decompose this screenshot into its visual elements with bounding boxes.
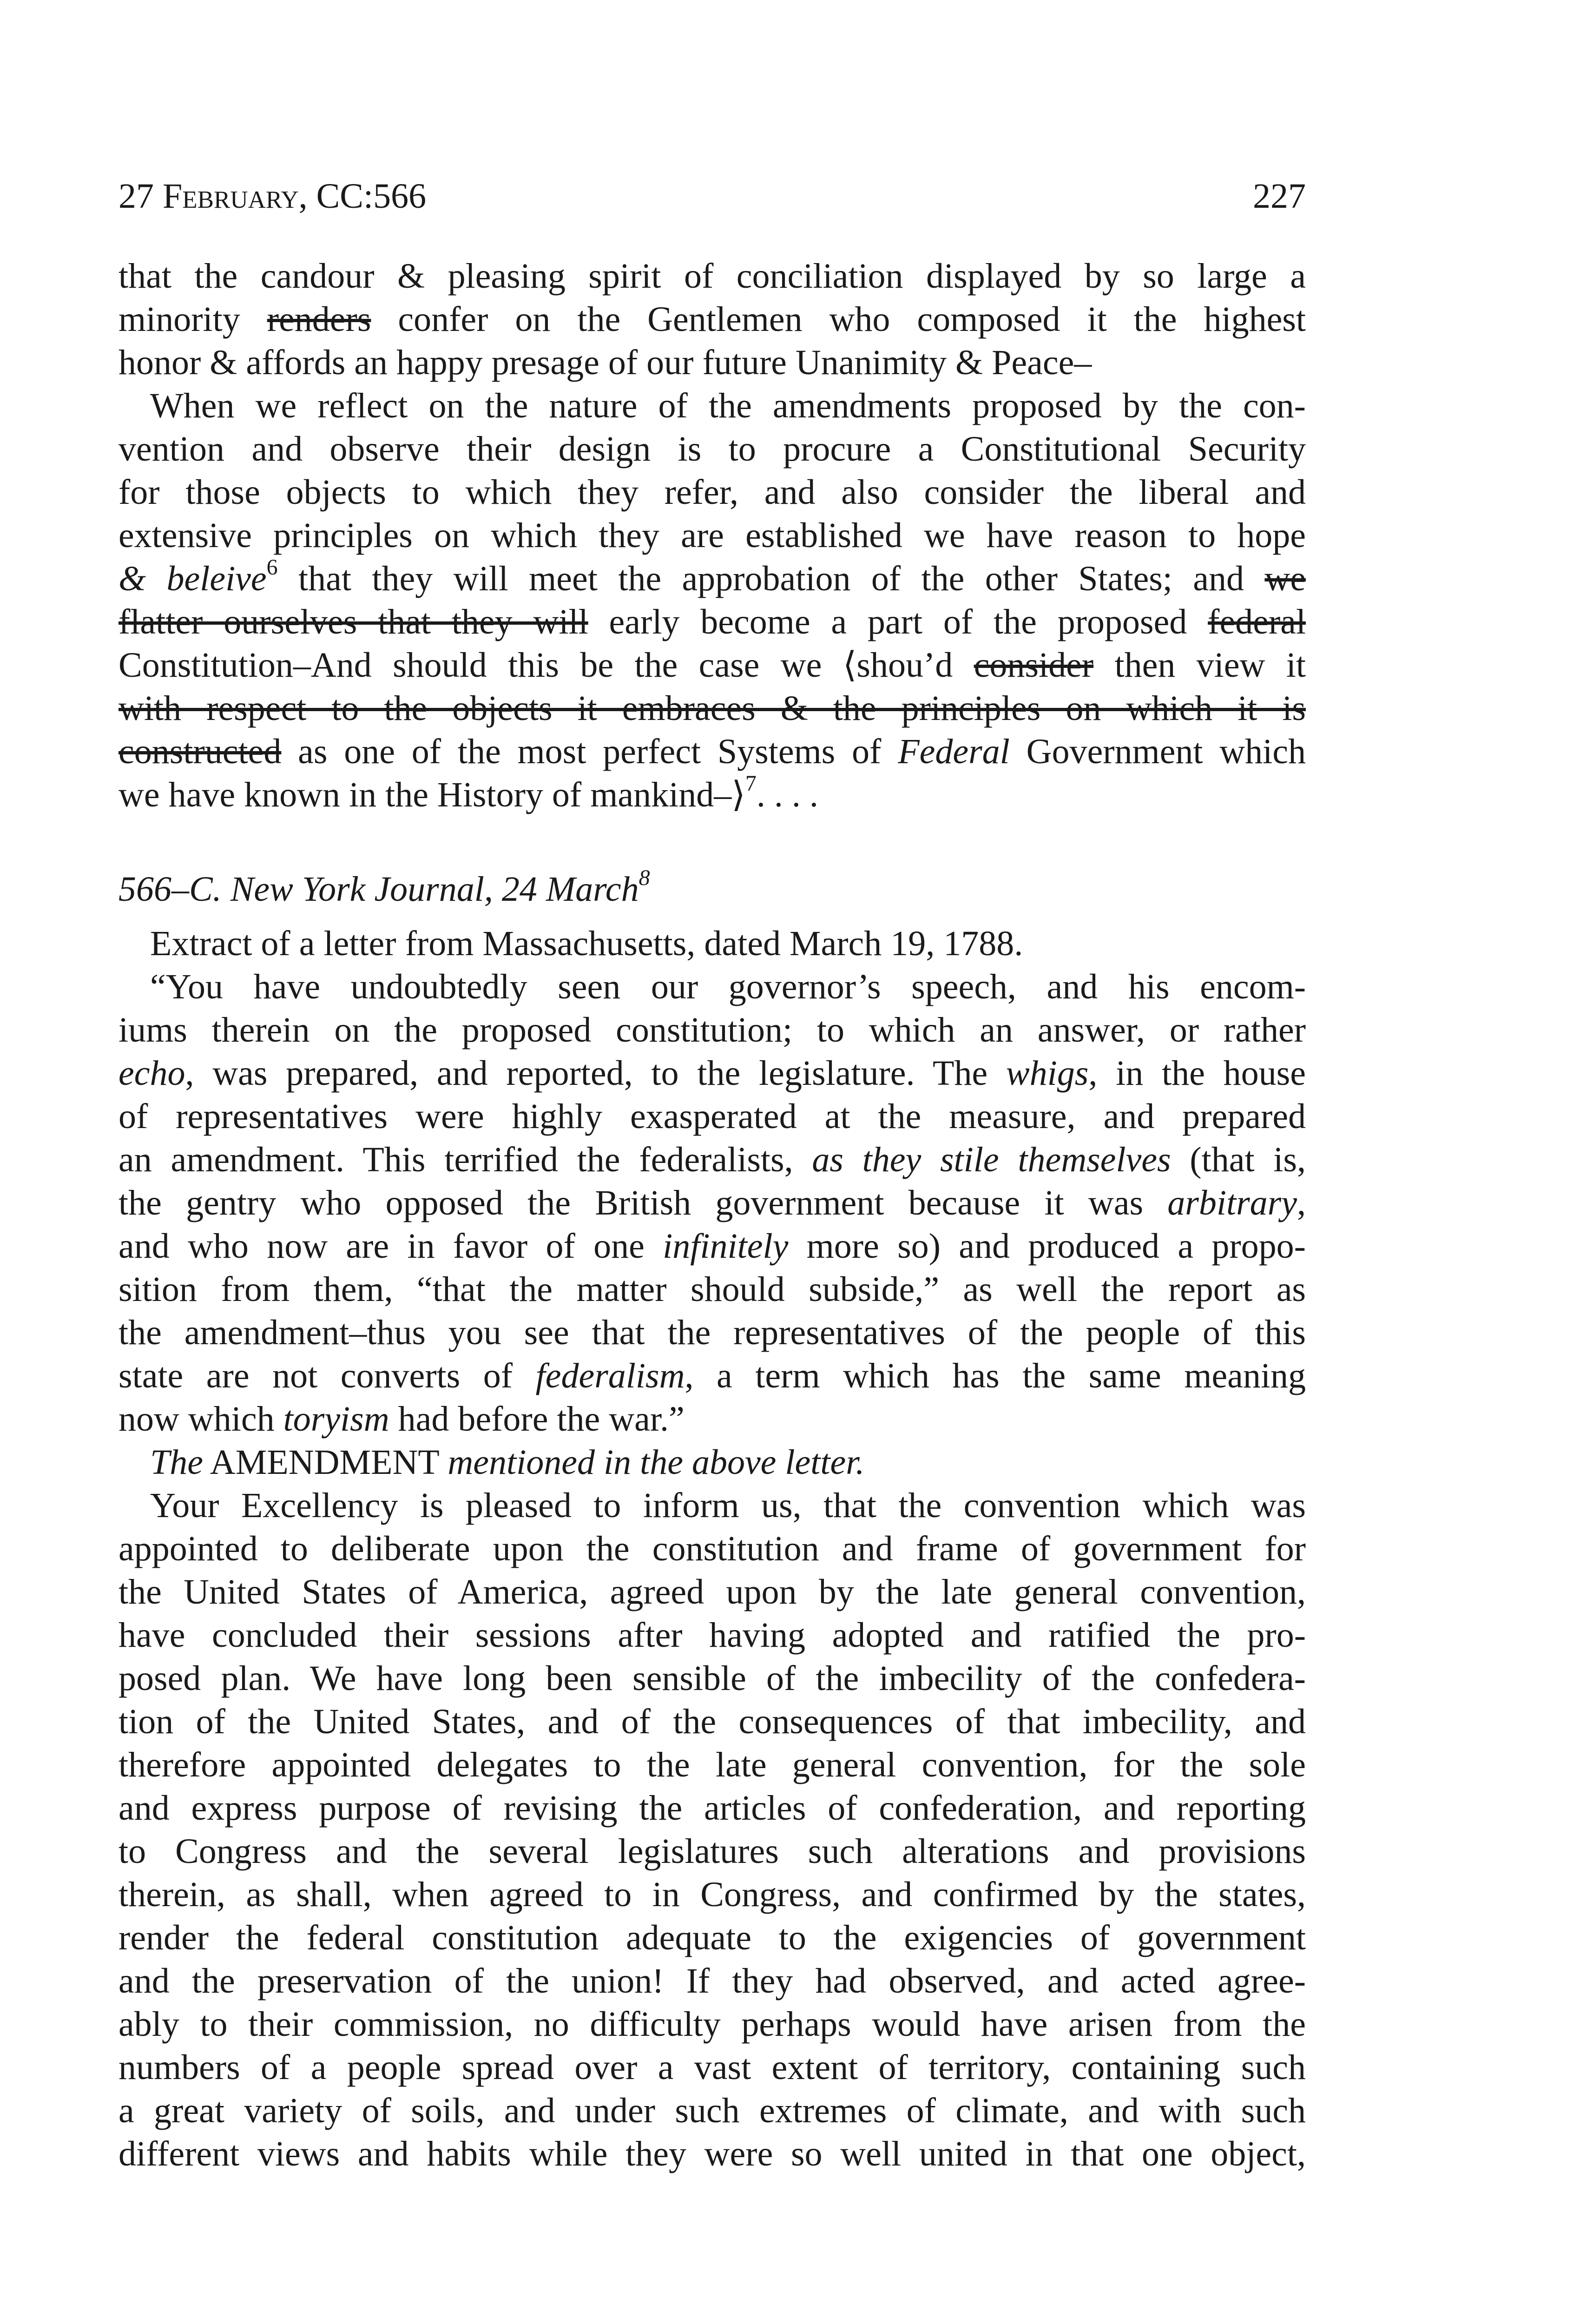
text-line: tion of the United States, and of the consequences of that imbecility, and bbox=[118, 1702, 1306, 1741]
footnote-ref-8: 8 bbox=[639, 865, 650, 890]
interlined-text: & beleive bbox=[118, 559, 267, 598]
text-line: the amendment–thus you see that the representatives of the people of this bbox=[118, 1313, 1306, 1352]
text-line: have concluded their sessions after having adopted and ratified the pro- bbox=[118, 1616, 1306, 1655]
running-header bbox=[118, 173, 1306, 219]
text-line: to Congress and the several legislatures such alterations and provisions bbox=[118, 1832, 1306, 1871]
page-number: 227 bbox=[1253, 177, 1306, 216]
section-heading bbox=[118, 865, 1306, 911]
text-line: appointed to deliberate upon the constitution and frame of government for bbox=[118, 1529, 1306, 1568]
header-month: February bbox=[163, 177, 299, 216]
text-line: flatter ourselves that they will early become a part of the proposed federal bbox=[118, 602, 1306, 641]
paragraph-conciliation bbox=[118, 255, 1306, 384]
text-line: minority renders confer on the Gentlemen who composed it the highest bbox=[118, 300, 1306, 339]
text-line: state are not converts of federalism, a term which has the same meaning bbox=[118, 1356, 1306, 1395]
amendment-heading bbox=[118, 1441, 1306, 1484]
paragraph-amendments bbox=[118, 384, 1306, 817]
text-line: Constitution–And should this be the case we ⟨shou’d consider then view it bbox=[118, 646, 1306, 685]
text-line: and who now are in favor of one infinitely more so) and produced a propo- bbox=[118, 1227, 1306, 1266]
struck-text: consider bbox=[974, 646, 1094, 685]
text-line: now which toryism had before the war.” bbox=[118, 1400, 685, 1439]
paragraph-letter bbox=[118, 965, 1306, 1441]
struck-text: flatter ourselves that they will bbox=[118, 602, 588, 641]
text-line: Your Excellency is pleased to inform us, that the convention which was bbox=[150, 1486, 1306, 1525]
text-line: the United States of America, agreed upon by the late general convention, bbox=[118, 1572, 1306, 1611]
text-line: posed plan. We have long been sensible of the imbecility of the confedera- bbox=[118, 1659, 1306, 1698]
struck-text: renders bbox=[267, 300, 371, 339]
struck-text: constructed bbox=[118, 732, 282, 771]
text-line: When we reflect on the nature of the amendments proposed by the con- bbox=[150, 386, 1306, 425]
text-line: therein, as shall, when agreed to in Congress, and confirmed by the states, bbox=[118, 1875, 1306, 1914]
text-line: the gentry who opposed the British government because it was arbitrary, bbox=[118, 1183, 1306, 1222]
text-line: echo, was prepared, and reported, to the legislature. The whigs, in the house bbox=[118, 1054, 1306, 1093]
struck-text: we bbox=[1264, 559, 1306, 598]
text-line: and express purpose of revising the articles of confederation, and reporting bbox=[118, 1789, 1306, 1828]
text-line: “You have undoubtedly seen our governor’s speech, and his encom- bbox=[150, 967, 1306, 1006]
paragraph-amendment-text bbox=[118, 1484, 1306, 2176]
header-date-ref: 27 February, CC:566 bbox=[118, 177, 427, 216]
text-line: and the preservation of the union! If they had observed, and acted agree- bbox=[118, 1961, 1306, 2000]
text-line: sition from them, “that the matter should subside,” as well the report as bbox=[118, 1270, 1306, 1309]
text-line: iums therein on the proposed constitution; to which an answer, or rather bbox=[118, 1010, 1306, 1050]
section-number: 566–C. bbox=[118, 870, 230, 909]
text-line: Extract of a letter from Massachusetts, dated March 19, 1788. bbox=[150, 924, 1023, 963]
text-line bbox=[118, 687, 1306, 730]
text-line: an amendment. This terrified the federalists, as they stile themselves (that is, bbox=[118, 1140, 1306, 1179]
struck-text: with respect to the objects it embraces & the principles on which it is bbox=[118, 689, 1306, 728]
text-line: different views and habits while they were so well united in that one object, bbox=[118, 2134, 1306, 2173]
text-line: constructed as one of the most perfect Systems of Federal Government which bbox=[118, 732, 1306, 771]
paragraph-extract bbox=[118, 922, 1306, 965]
text-line: ably to their commission, no difficulty perhaps would have arisen from the bbox=[118, 2005, 1306, 2044]
struck-text: federal bbox=[1208, 602, 1306, 641]
text-line: render the federal constitution adequate to the exigencies of government bbox=[118, 1918, 1306, 1957]
text-line: numbers of a people spread over a vast extent of territory, containing such bbox=[118, 2048, 1306, 2087]
text-line: that the candour & pleasing spirit of conciliation displayed by so large a bbox=[118, 257, 1306, 296]
page-body bbox=[118, 255, 1306, 2176]
text-line: extensive principles on which they are established we have reason to hope bbox=[118, 516, 1306, 555]
section-title: New York Journal, 24 March bbox=[230, 870, 639, 909]
text-line: for those objects to which they refer, and also consider the liberal and bbox=[118, 473, 1306, 512]
text-line: therefore appointed delegates to the late general convention, for the sole bbox=[118, 1745, 1306, 1784]
text-line: vention and observe their design is to procure a Constitutional Security bbox=[118, 429, 1306, 469]
footnote-ref-6: 6 bbox=[266, 555, 278, 580]
footnote-ref-7: 7 bbox=[745, 771, 757, 796]
text-line: & beleive$^6$ that they will meet the approbation of the other States; and we bbox=[118, 555, 1306, 598]
text-line: honor & affords an happy presage of our future Unanimity & Peace– bbox=[118, 343, 1092, 382]
text-line: a great variety of soils, and under such extremes of climate, and with such bbox=[118, 2091, 1306, 2130]
text-line: The AMENDMENT mentioned in the above letter. bbox=[150, 1443, 865, 1482]
text-line: of representatives were highly exasperated at the measure, and prepared bbox=[118, 1097, 1306, 1136]
text-line: we have known in the History of mankind–⟩$^7$. . . . bbox=[118, 771, 818, 814]
